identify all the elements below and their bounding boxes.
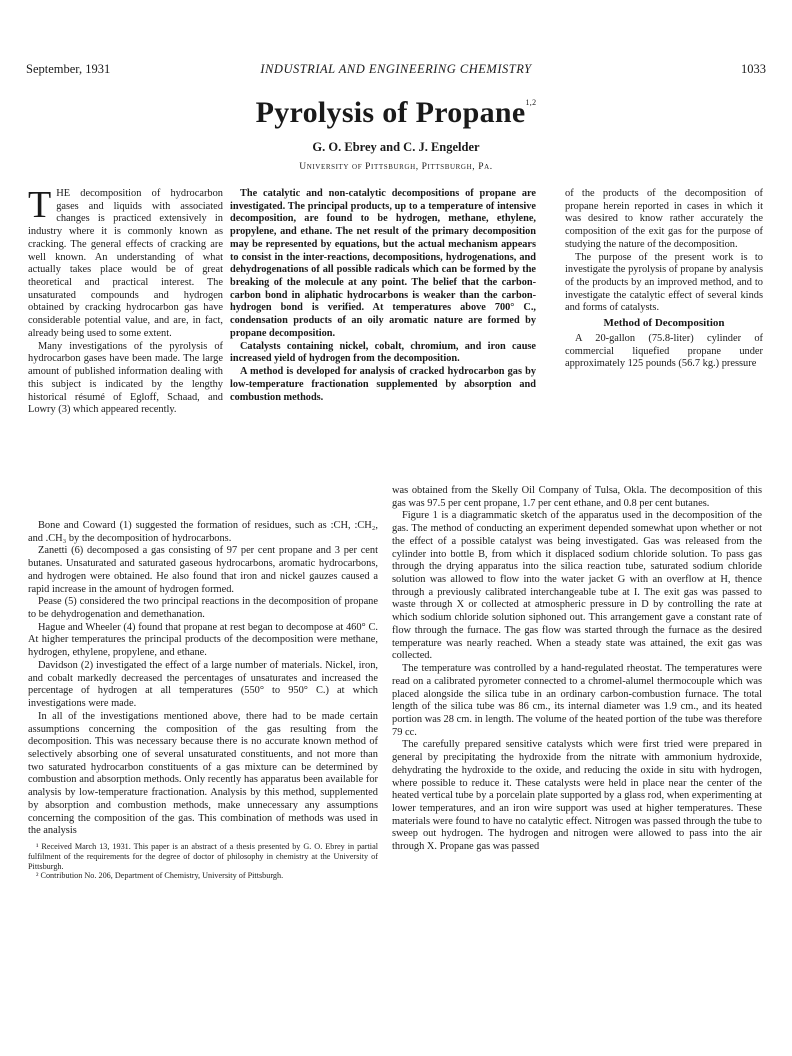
left-column-lower	[28, 520, 378, 881]
intro-paragraph: THE decomposition of hydrocarbon gases and liquids with associated changes is practiced extensively in industry where it is commonly known as cracking. The general effects of cracking are well known. An understanding of what actually takes place would be of great theoretical and practical interest. The unsaturated compounds and hydrogen obtained by cracking hydrocarbon gas have considerable potential value, and are, in fact, already being used to some extent.	[28, 184, 223, 339]
footnotes	[28, 842, 378, 881]
body-paragraph: The temperature was controlled by a hand-regulated rheostat. The temperatures were read on a calibrated pyrometer connected to a chromel-alumel thermocouple which was placed alongside the silica tube in an ordinary carbon-combustion furnace. The total length of the silica tube was 86 cm., its internal diameter was 1.9 cm., and its heated portion was 28 cm. in length. The volume of the heated portion of the tube was therefore 79 cc.	[392, 663, 762, 738]
body-paragraph: Pease (5) considered the two principal reactions in the decomposition of propane to be dehydrogenation and demethanation.	[28, 596, 378, 621]
running-header	[26, 62, 766, 80]
abstract-paragraph: A method is developed for analysis of cracked hydrocarbon gas by low-temperature fractionation supplemented by absorption and combustion methods.	[230, 366, 536, 403]
abstract	[230, 188, 536, 404]
affiliation: University of Pittsburgh, Pittsburgh, Pa.	[299, 162, 493, 172]
left-column-upper	[28, 184, 223, 417]
body-paragraph: Figure 1 is a diagrammatic sketch of the apparatus used in the decomposition of the gas. The method of conducting an experiment depended somewhat upon whether or not the effect of a possible catalyst was being investigated. Gas was released from the cylinder into bottle B, from which it displaced sodium chloride solution. To pass gas through the drying apparatus into the silica reaction tube, saturated sodium chloride solution was allowed to flow into the water jacket G with an overflow at H, thence through a previously calibrated interchangeable tube at I. The exit gas was passed to waste through X or collected at atmospheric pressure in D by controlling the rate at which sodium chloride solution siphoned out. This arrangement gave a constant rate of flow through the furnace. The gas flow was started through the furnace as the desired temperature was nearly reached. When a steady state was attained, the exit gas was collected.	[392, 510, 762, 662]
body-paragraph: of the products of the decomposition of propane herein reported in cases in which it was desired to know rather accurately the composition of the exit gas for the purpose of studying the nature of the decomposition.	[565, 188, 763, 250]
title-footnote-marks: 1,2	[525, 98, 537, 107]
authors: G. O. Ebrey and C. J. Engelder	[312, 140, 480, 154]
body-paragraph: Bone and Coward (1) suggested the formation of residues, such as :CH, :CH₂, and .CH₃ by the decomposition of hydrocarbons.	[28, 520, 378, 544]
body-paragraph: The carefully prepared sensitive catalysts which were first tried were prepared in general by precipitating the hydroxide from the nitrate with ammonium hydroxide, dehydrating the hydroxide to the oxide, and reducing the oxide in situ with hydrogen, where possible to reduce it. These catalysts were held in place near the center of the heated vertical tube by a porcelain plate supported by a glass rod, when experimenting at lower temperatures, and an iron wire support was used at higher temperatures. These materials were found to have no catalytic effect. Nitrogen was passed through the tube to sweep out hydrogen. The hydrogen and nitrogen were allowed to pass into the air through X. Propane gas was passed	[392, 739, 762, 853]
right-column-upper	[565, 188, 763, 371]
article-title: Pyrolysis of Propane$^{1,2}$	[255, 96, 537, 129]
body-paragraph: Davidson (2) investigated the effect of a large number of materials. Nickel, iron, and cobalt markedly decreased the percentages of unsaturates and increased the percentage of hydrogen at all temperatures (550° to 950° C.) at which investigations were made.	[28, 659, 378, 710]
journal-name: INDUSTRIAL AND ENGINEERING CHEMISTRY	[260, 62, 532, 76]
footnote: ² Contribution No. 206, Department of Chemistry, University of Pittsburgh.	[36, 871, 284, 881]
issue-date: September, 1931	[26, 62, 111, 76]
body-paragraph: In all of the investigations mentioned above, there had to be made certain assumptions concerning the composition of the gas resulting from the decomposition. This was necessary because there is no accurate known method of selectively absorbing one of several unsaturated constituents, and not more than two saturated hydrocarbon constituents of a gas mixture can be determined by combustion and absorption methods. Only recently has apparatus been available for analysis by low-temperature fractionation. Analysis by this method, supplemented by absorption and combustion methods, make unnecessary any assumptions concerning the composition of the gas. This combination of methods was used in the analysis	[28, 710, 378, 837]
purpose-paragraph: The purpose of the present work is to investigate the pyrolysis of propane by analysis of the products by an improved method, and to investigate the catalytic effect of several kinds and forms of catalysts.	[565, 251, 763, 314]
abstract-paragraph: Catalysts containing nickel, cobalt, chromium, and iron cause increased yield of hydrogen from the decomposition.	[230, 340, 536, 365]
many-investigations-paragraph: Many investigations of the pyrolysis of hydrocarbon gases have been made. The large amount of published information dealing with this subject is indicated by the lengthy historical résumé of Egloff, Schaad, and Lowry (3) which appeared recently.	[28, 340, 223, 416]
body-paragraph: was obtained from the Skelly Oil Company of Tulsa, Okla. The decomposition of this gas was 97.5 per cent propane, 1.7 per cent ethane, and 0.8 per cent butanes.	[392, 485, 762, 509]
body-paragraph: Hague and Wheeler (4) found that propane at rest began to decompose at 460° C. At higher temperatures the principal products of the decomposition were methane, hydrogen, ethylene, propylene, and ethane.	[28, 621, 378, 659]
drop-cap: T	[28, 184, 52, 226]
method-intro-paragraph: A 20-gallon (75.8-liter) cylinder of commercial liquefied propane under approximately 125 pounds (56.7 kg.) pressure	[565, 332, 763, 370]
section-heading-method: Method of Decomposition	[603, 317, 725, 330]
right-column-lower	[392, 485, 762, 854]
body-paragraph: Zanetti (6) decomposed a gas consisting of 97 per cent propane and 3 per cent butanes. Unsaturated and saturated gaseous hydrocarbons, aromatic hydrocarbons, and hydrogen were obtained. He also found that iron and nickel gauzes caused a rapid increase in the amount of hydrogen formed.	[28, 545, 378, 595]
abstract-paragraph: The catalytic and non-catalytic decompositions of propane are investigated. The principal products, up to a temperature of intensive decomposition, are found to be hydrogen, methane, ethylene, propylene, and ethane. The net result of the primary decomposition may be represented by equations, but the actual mechanism appears to consist in the inter-reactions, decompositions, hydrogenations, and dehydrogenations of all possible radicals which can be formed by the breaking of the molecule at any point. The belief that the carbon-carbon bond in aliphatic hydrocarbons is weaker than the carbon-hydrogen bond is verified. At temperatures above 700° C., condensation products of an oily aromatic nature are formed by propane decomposition.	[230, 188, 536, 339]
footnote: ¹ Received March 13, 1931. This paper is an abstract of a thesis presented by G. O. Ebrey in partial fulfilment of the requirements for the degree of doctor of philosophy in chemistry at the University of Pittsburgh.	[28, 841, 378, 871]
page-number: 1033	[741, 62, 766, 76]
